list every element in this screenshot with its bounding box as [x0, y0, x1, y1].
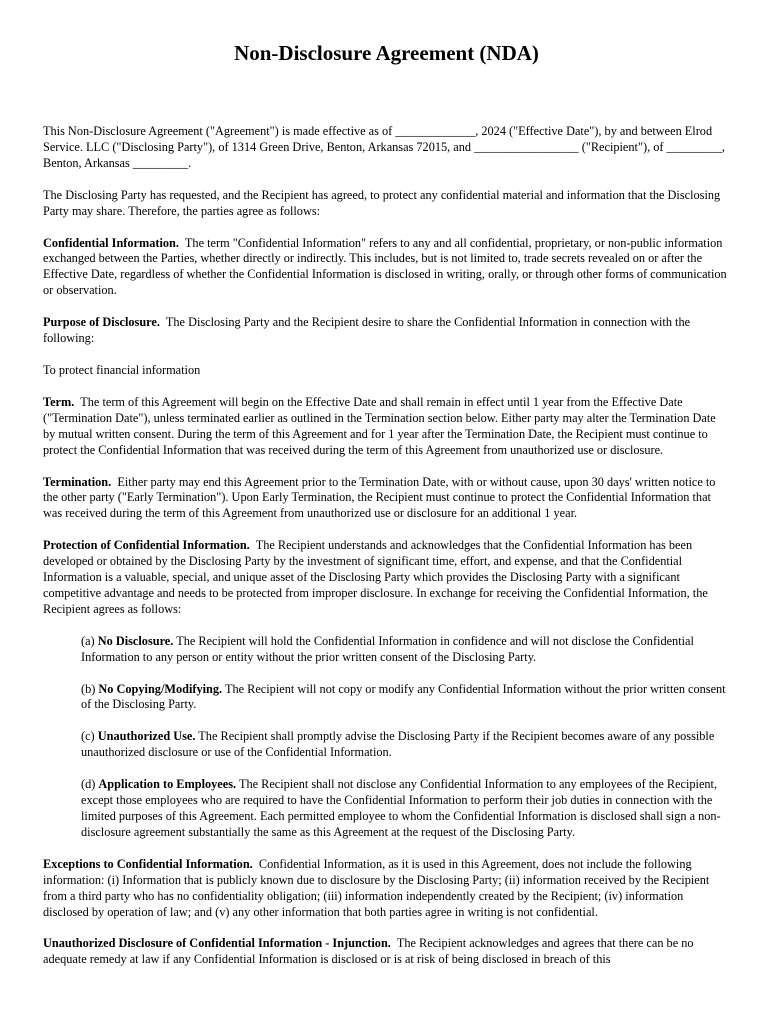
item-heading: Application to Employees.	[98, 777, 237, 792]
exceptions-section	[43, 857, 730, 921]
item-prefix: (d)	[81, 777, 96, 792]
confidential-information-section	[43, 236, 730, 300]
item-heading: Unauthorized Use.	[97, 729, 196, 744]
section-body: The term of this Agreement will begin on the Effective Date and shall remain in effect until 1 year from the Effective Date ("Termination Date"), unless terminated earlier as outlined in the Termination section below. Either party may alter the Termination Date by mutual written consent. During the term of this Agreement and for 1 year after the Termination Date, the Recipient must continue to protect the Confidential Information that was received during the term of this Agreement from unauthorized use or disclosure.	[43, 394, 716, 457]
purpose-section	[43, 315, 730, 347]
section-heading: Termination.	[43, 474, 112, 489]
document-title: Non-Disclosure Agreement (NDA)	[234, 41, 539, 65]
section-heading: Confidential Information.	[43, 235, 179, 250]
item-body: The Recipient shall not disclose any Confidential Information to any employees of the Recipient, except those employees who are required to have the Confidential Information to perform their job duties in connection with the limited purposes of this Agreement. Each permitted employee to whom the Confidential Information is disclosed shall sign a non-disclosure agreement substantially the same as this Agreement at the request of the Disclosing Party.	[81, 777, 721, 839]
list-item-no-disclosure	[81, 634, 730, 666]
item-body: The Recipient shall promptly advise the Disclosing Party if the Recipient becomes aware of any possible unauthorized disclosure or use of the Confidential Information.	[81, 729, 715, 760]
section-body: The term "Confidential Information" refers to any and all confidential, proprietary, or non-public information exchanged between the Parties, whether directly or indirectly. This includes, but is not limited to, trade secrets revealed on or after the Effective Date, regardless of whether the Confidential Information is disclosed in writing, orally, or through other forms of communication or observation.	[43, 235, 727, 298]
protection-section	[43, 538, 730, 618]
section-heading: Exceptions to Confidential Information.	[43, 856, 253, 871]
item-prefix: (a)	[81, 633, 95, 648]
intro-paragraph: This Non-Disclosure Agreement ("Agreement") is made effective as of _____________, 2024 ("Effective Date"), by and between Elrod Service. LLC ("Disclosing Party"), of 1314 Green Drive, Benton, Arkansas 72015, and _________________ ("Recipient"), of _________, Benton, Arkansas _________.	[43, 124, 725, 170]
preamble-paragraph: The Disclosing Party has requested, and the Recipient has agreed, to protect any confidential material and information that the Disclosing Party may share. Therefore, the parties agree as follows:	[43, 187, 721, 218]
item-prefix: (b)	[81, 681, 96, 696]
injunction-section	[43, 936, 730, 968]
item-body: The Recipient will not copy or modify any Confidential Information without the prior written consent of the Disclosing Party.	[81, 681, 726, 712]
list-item-no-copying	[81, 682, 730, 714]
section-heading: Protection of Confidential Information.	[43, 538, 250, 553]
purpose-value: To protect financial information	[43, 362, 201, 377]
section-body: The Recipient understands and acknowledges that the Confidential Information has been developed or obtained by the Disclosing Party by the investment of significant time, effort, and expense, and that the Confidential Information is a valuable, special, and unique asset of the Disclosing Party which provides the Disclosing Party with a significant competitive advantage and needs to be protected from improper disclosure. In exchange for receiving the Confidential Information, the Recipient agrees as follows:	[43, 538, 708, 616]
list-item-employees	[81, 777, 730, 841]
section-heading: Purpose of Disclosure.	[43, 315, 160, 330]
section-body: Confidential Information, as it is used in this Agreement, does not include the following information: (i) Information that is publicly known due to disclosure by the Disclosing Party; (ii) information received by the Recipient from a third party who has no confidentiality obligation; (iii) information independently created by the Recipient; (iv) information disclosed by operation of law; and (v) any other information that both parties agree in writing is not confidential.	[43, 856, 710, 919]
item-heading: No Disclosure.	[97, 633, 174, 648]
item-body: The Recipient will hold the Confidential Information in confidence and will not disclose the Confidential Information to any person or entity without the prior written consent of the Disclosing Party.	[81, 633, 694, 664]
item-heading: No Copying/Modifying.	[98, 681, 223, 696]
section-heading: Unauthorized Disclosure of Confidential Information - Injunction.	[43, 936, 391, 951]
termination-section	[43, 475, 730, 523]
term-section	[43, 395, 730, 459]
item-prefix: (c)	[81, 729, 95, 744]
section-body: Either party may end this Agreement prior to the Termination Date, with or without cause, upon 30 days' written notice to the other party ("Early Termination"). Upon Early Termination, the Recipient must continue to protect the Confidential Information that was received during the term of this Agreement from unauthorized use or disclosure for an additional 1 year.	[43, 474, 716, 521]
section-body: The Disclosing Party and the Recipient desire to share the Confidential Information in connection with the following:	[43, 315, 691, 346]
list-item-unauthorized-use	[81, 729, 730, 761]
section-heading: Term.	[43, 394, 75, 409]
section-body: The Recipient acknowledges and agrees that there can be no adequate remedy at law if any Confidential Information is disclosed or is at risk of being disclosed in breach of this	[43, 936, 694, 967]
